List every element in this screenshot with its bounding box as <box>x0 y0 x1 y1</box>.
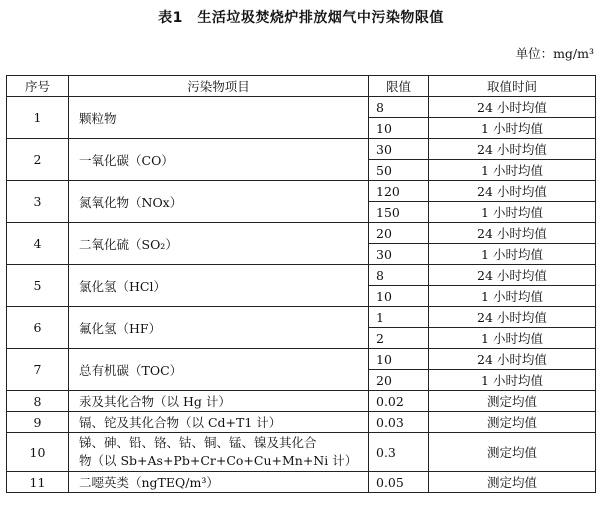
row-limit: 20 <box>369 370 429 391</box>
table-row <box>7 265 596 286</box>
table-row <box>7 139 596 160</box>
header-item: 污染物项目 <box>69 76 369 97</box>
table-header-row <box>7 76 596 97</box>
row-period: 测定均值 <box>429 433 596 472</box>
header-no: 序号 <box>7 76 69 97</box>
row-period: 测定均值 <box>429 412 596 433</box>
table-row <box>7 223 596 244</box>
row-limit: 10 <box>369 349 429 370</box>
row-no: 11 <box>7 472 69 493</box>
row-limit: 30 <box>369 244 429 265</box>
table-row <box>7 391 596 412</box>
row-item: 镉、铊及其化合物（以 Cd+T1 计） <box>69 412 369 433</box>
row-item-line: 物（以 Sb+As+Pb+Cr+Co+Cu+Mn+Ni 计） <box>79 453 358 468</box>
row-item: 颗粒物 <box>69 97 369 139</box>
row-no: 5 <box>7 265 69 307</box>
unit-label: 单位：mg/m³ <box>515 46 594 61</box>
row-no: 6 <box>7 307 69 349</box>
row-item: 二噁英类（ngTEQ/m³） <box>69 472 369 493</box>
row-no: 3 <box>7 181 69 223</box>
row-period: 1 小时均值 <box>429 286 596 307</box>
row-no: 4 <box>7 223 69 265</box>
table-row <box>7 412 596 433</box>
row-limit: 30 <box>369 139 429 160</box>
row-item <box>69 433 369 472</box>
row-period: 24 小时均值 <box>429 181 596 202</box>
row-limit: 0.02 <box>369 391 429 412</box>
row-item: 汞及其化合物（以 Hg 计） <box>69 391 369 412</box>
row-item: 氮氧化物（NOx） <box>69 181 369 223</box>
row-limit: 1 <box>369 307 429 328</box>
table-title: 表1 生活垃圾焚烧炉排放烟气中污染物限值 <box>158 10 444 26</box>
row-limit: 50 <box>369 160 429 181</box>
row-period: 1 小时均值 <box>429 202 596 223</box>
row-period: 1 小时均值 <box>429 118 596 139</box>
row-period: 24 小时均值 <box>429 265 596 286</box>
row-item-line: 锑、砷、铅、铬、钴、铜、锰、镍及其化合 <box>79 435 317 450</box>
row-period: 1 小时均值 <box>429 160 596 181</box>
row-no: 1 <box>7 97 69 139</box>
row-item: 氟化氢（HF） <box>69 307 369 349</box>
row-period: 24 小时均值 <box>429 349 596 370</box>
header-limit: 限值 <box>369 76 429 97</box>
row-period: 24 小时均值 <box>429 97 596 118</box>
pollutant-limits-table <box>6 75 596 493</box>
table-row <box>7 307 596 328</box>
row-item: 二氧化硫（SO₂） <box>69 223 369 265</box>
row-no: 10 <box>7 433 69 472</box>
row-period: 测定均值 <box>429 472 596 493</box>
row-period: 24 小时均值 <box>429 307 596 328</box>
table-row <box>7 433 596 472</box>
row-period: 1 小时均值 <box>429 328 596 349</box>
row-period: 测定均值 <box>429 391 596 412</box>
header-period: 取值时间 <box>429 76 596 97</box>
row-limit: 10 <box>369 118 429 139</box>
row-limit: 20 <box>369 223 429 244</box>
row-no: 9 <box>7 412 69 433</box>
row-item: 一氧化碳（CO） <box>69 139 369 181</box>
row-item: 总有机碳（TOC） <box>69 349 369 391</box>
table-row <box>7 97 596 118</box>
row-no: 2 <box>7 139 69 181</box>
row-limit: 10 <box>369 286 429 307</box>
row-period: 1 小时均值 <box>429 370 596 391</box>
row-limit: 150 <box>369 202 429 223</box>
row-period: 1 小时均值 <box>429 244 596 265</box>
row-no: 7 <box>7 349 69 391</box>
row-limit: 0.05 <box>369 472 429 493</box>
row-limit: 8 <box>369 265 429 286</box>
row-limit: 0.03 <box>369 412 429 433</box>
row-item: 氯化氢（HCl） <box>69 265 369 307</box>
row-limit: 8 <box>369 97 429 118</box>
table-row <box>7 181 596 202</box>
table-row <box>7 472 596 493</box>
row-limit: 0.3 <box>369 433 429 472</box>
row-no: 8 <box>7 391 69 412</box>
table-row <box>7 349 596 370</box>
row-limit: 2 <box>369 328 429 349</box>
row-limit: 120 <box>369 181 429 202</box>
row-period: 24 小时均值 <box>429 139 596 160</box>
row-period: 24 小时均值 <box>429 223 596 244</box>
